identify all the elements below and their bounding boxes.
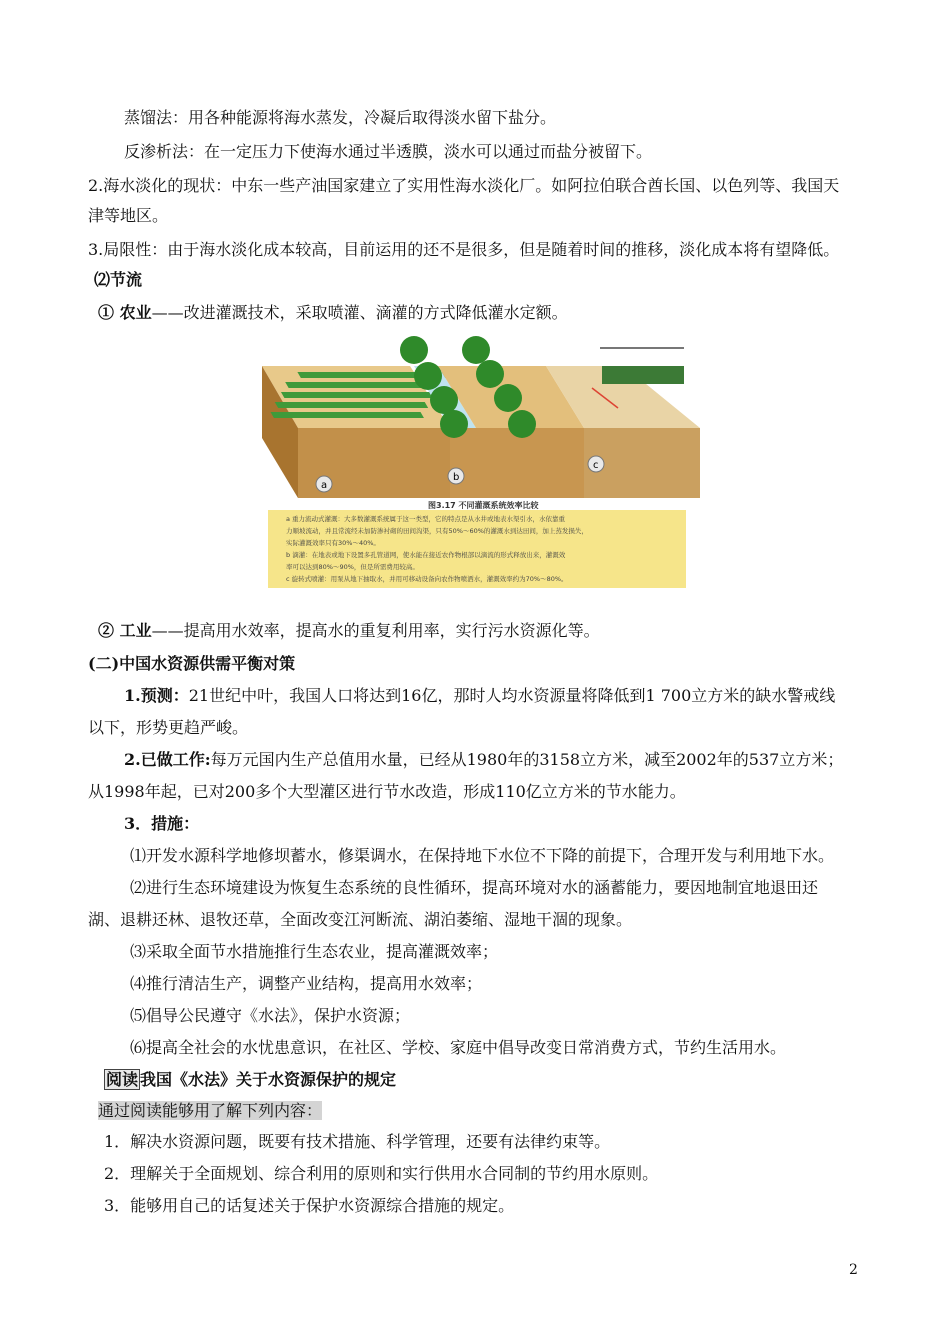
text-line: ⑷推行清洁生产，调整产业结构，提高用水效率； <box>130 974 483 993</box>
text-line: ⑶采取全面节水措施推行生态农业，提高灌溉效率； <box>130 942 499 961</box>
line-rest: ——提高用水效率，提高水的重复利用率，实行污水资源化等。 <box>151 621 600 640</box>
caption-line: a 重力流动式灌溉：大多数灌溉系统属于这一类型，它的特点是从水井或地表水渠引水，水依靠重 <box>286 515 566 523</box>
caption-line: 力顺坡流动，并且常流经未加防渗衬砌的田间沟渠，只有50%～60%的灌溉水到达田间，加上蒸发损失， <box>286 527 588 535</box>
text-line: ⑵进行生态环境建设为恢复生态系统的良性循环，提高环境对水的涵蓄能力，要因地制宜地退田还 <box>130 878 819 897</box>
reading-heading <box>104 1070 396 1090</box>
label-c: c <box>593 460 599 471</box>
text-line <box>98 1101 322 1121</box>
text-line: 湖、退耕还林、退牧还草，全面改变江河断流、湖泊萎缩、湿地干涸的现象。 <box>88 910 633 929</box>
reading-box-label: 阅读 <box>106 1070 139 1089</box>
reading-title: 我国《水法》关于水资源保护的规定 <box>140 1070 397 1089</box>
text-line: 3.局限性：由于海水淡化成本较高，目前运用的还不是很多，但是随着时间的推移，淡化成本将有望降低。 <box>88 240 840 259</box>
caption-line: 率可以达到80%～90%，但是所需费用较高。 <box>286 563 419 571</box>
section-heading: 3．措施： <box>124 814 200 833</box>
line-rest: 21世纪中叶，我国人口将达到16亿，那时人均水资源量将降低到1 700立方米的缺水警戒线 <box>188 686 836 705</box>
text-line: 从1998年起，已对200多个大型灌区进行节水改造，形成110亿立方米的节水能力。 <box>88 782 686 801</box>
text-line: 2．理解关于全面规划、综合利用的原则和实行供用水合同制的节约用水原则。 <box>104 1164 659 1183</box>
sprinkler-crop <box>602 366 684 384</box>
text-line: 以下，形势更趋严峻。 <box>88 718 249 737</box>
caption-line: c 旋转式喷灌：用泵从地下抽取水，并用可移动设备向农作物喷洒水，灌溉效率约为70%～80%。 <box>286 575 568 583</box>
text-line: ⑴开发水源科学地修坝蓄水，修渠调水，在保持地下水位不下降的前提下，合理开发与利用地下水。 <box>130 846 835 865</box>
caption-line: 实际灌溉效率只有30%～40%。 <box>286 539 380 547</box>
text-line <box>98 303 568 323</box>
text-line: ⑸倡导公民遵守《水法》，保护水资源； <box>130 1006 411 1025</box>
caption-line: b 滴灌：在地表或地下设置多孔管道网，使水能在接近农作物根部以滴流的形式释放出来，灌溉效 <box>286 551 566 559</box>
bold-lead: 2.已做工作: <box>124 750 211 769</box>
text-line: ⑹提高全社会的水忧患意识，在社区、学校、家庭中倡导改变日常消费方式，节约生活用水。 <box>130 1038 787 1057</box>
field-b-front <box>450 428 584 498</box>
section-heading: (二)中国水资源供需平衡对策 <box>88 654 296 673</box>
highlighted-text: 通过阅读能够用了解下列内容： <box>98 1101 323 1120</box>
section-heading: ⑵节流 <box>94 270 143 289</box>
bold-lead: ① 农业 <box>98 303 152 322</box>
label-a: a <box>321 480 328 491</box>
text-line <box>98 621 600 641</box>
text-line: 津等地区。 <box>88 206 169 225</box>
figure-caption-title: 图3.17 不同灌溉系统效率比较 <box>428 501 539 510</box>
text-line <box>124 686 835 706</box>
text-line: 1．解决水资源问题，既要有技术措施、科学管理，还要有法律约束等。 <box>104 1132 611 1151</box>
text-line <box>124 750 843 770</box>
text-line: 反渗析法：在一定压力下使海水通过半透膜，淡水可以通过而盐分被留下。 <box>124 142 653 161</box>
bold-lead: ② 工业 <box>98 621 152 640</box>
text-line: 蒸馏法：用各种能源将海水蒸发，冷凝后取得淡水留下盐分。 <box>124 108 557 127</box>
page-number: 2 <box>849 1262 858 1278</box>
text-line: 3．能够用自己的话复述关于保护水资源综合措施的规定。 <box>104 1196 515 1215</box>
text-line: 2.海水淡化的现状：中东一些产油国家建立了实用性海水淡化厂。如阿拉伯联合酋长国、以色列等、我国天 <box>88 176 840 195</box>
line-rest: ——改进灌溉技术，采取喷灌、滴灌的方式降低灌水定额。 <box>151 303 568 322</box>
bold-lead: 1.预测： <box>124 686 189 705</box>
label-b: b <box>453 472 460 483</box>
line-rest: 每万元国内生产总值用水量，已经从1980年的3158立方米，减至2002年的537立方米； <box>210 750 844 769</box>
